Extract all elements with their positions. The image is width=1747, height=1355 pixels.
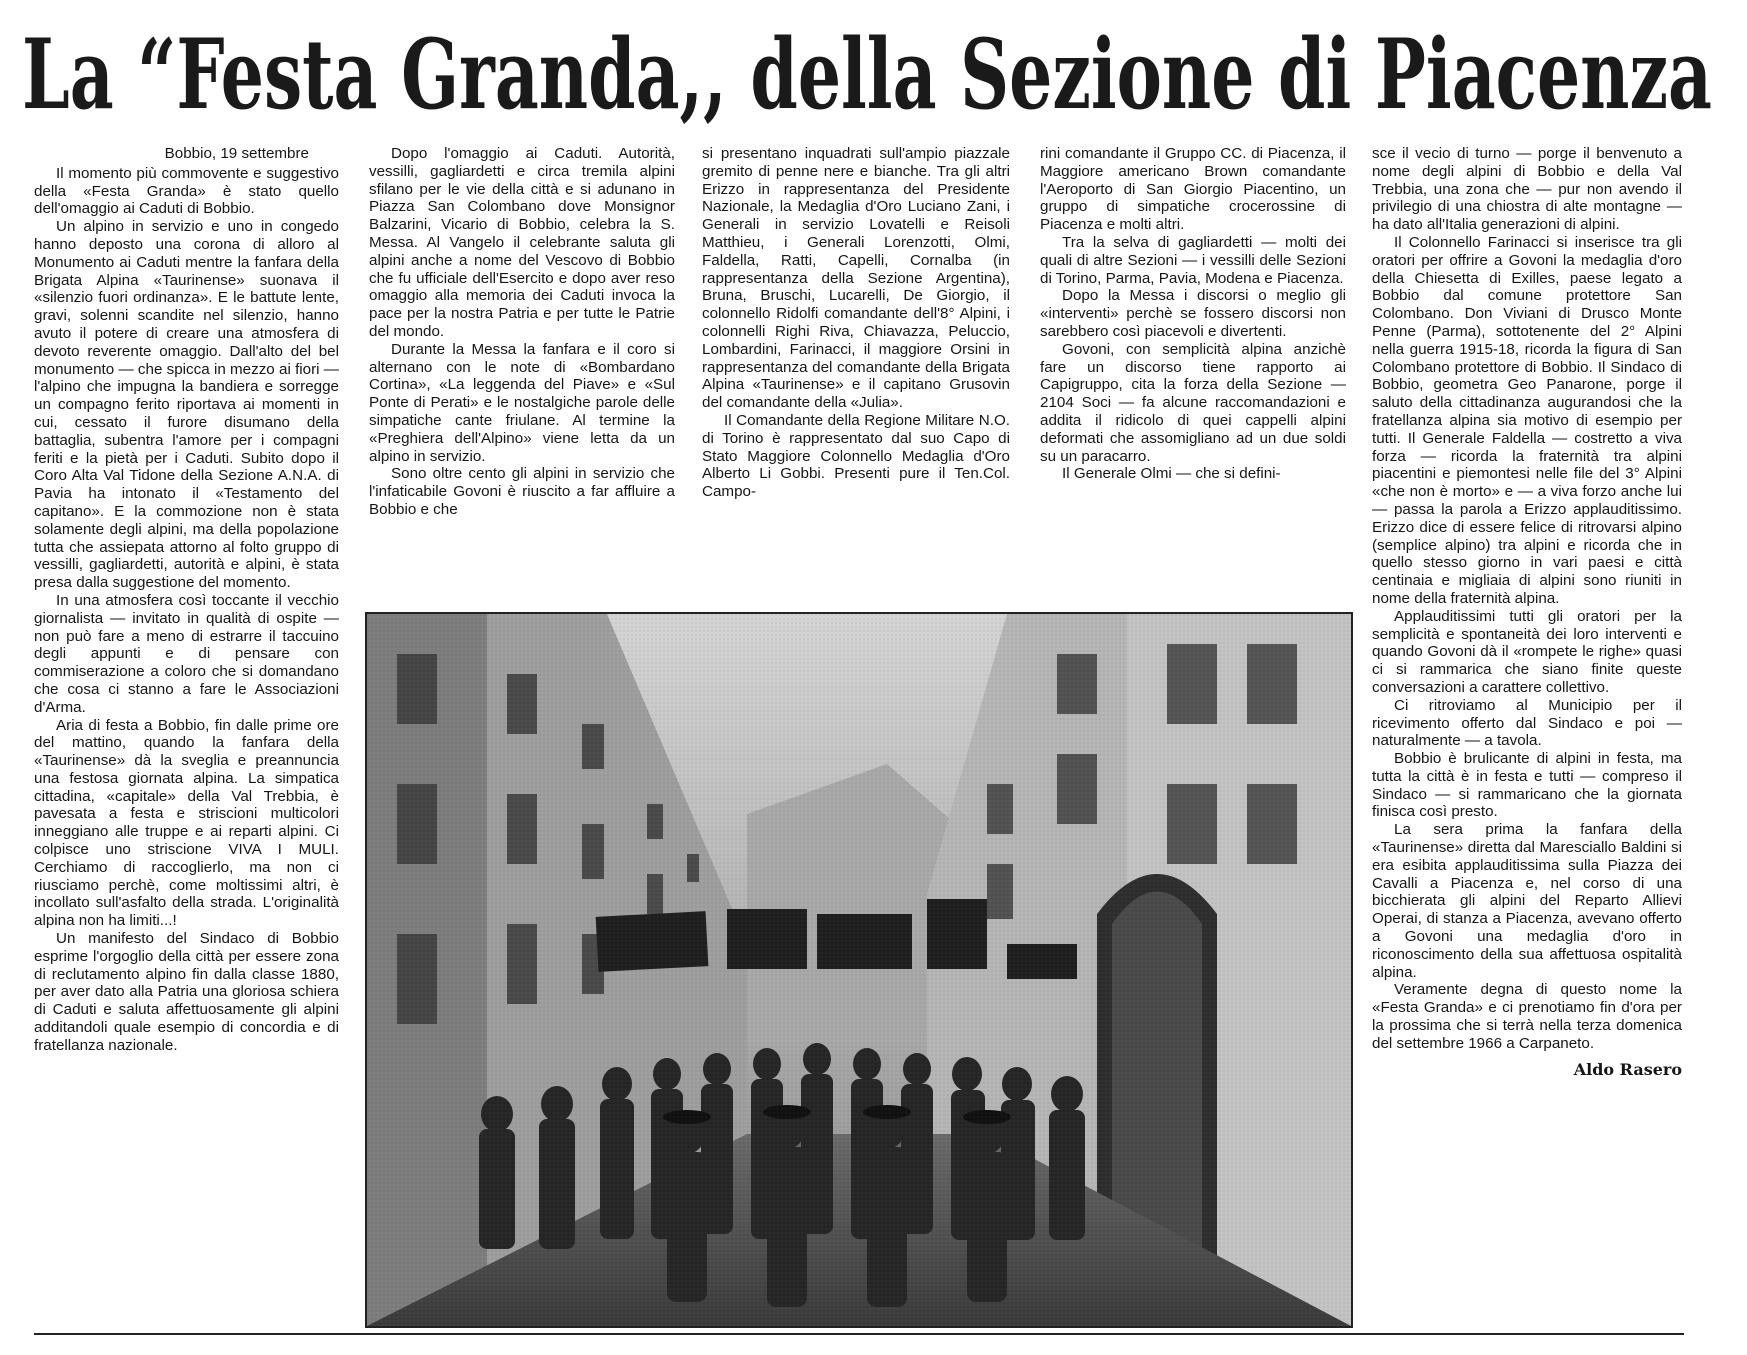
paragraph: Veramente degna di questo nome la «Festa Granda» e ci prenotiamo fin d'ora per la prossima che si terrà nella terza domenica del settembre 1966 a Carpaneto. bbox=[1372, 981, 1682, 1052]
street-parade-image bbox=[367, 614, 1351, 1326]
paragraph: Ci ritroviamo al Municipio per il ricevimento offerto dal Sindaco e poi — naturalmente — a tavola. bbox=[1372, 696, 1682, 750]
paragraph: In una atmosfera così toccante il vecchio giornalista — invitato in qualità di ospite — non può fare a meno di estrarre il taccuino degli appunti e di pensare con commiserazione a coloro che si domandano che cosa ci stanno a fare le Associazioni d'Arma. bbox=[34, 591, 339, 716]
bottom-rule bbox=[34, 1333, 1684, 1335]
paragraph: si presentano inquadrati sull'ampio piazzale gremito di penne nere e bianche. Tra gli altri Erizzo in rappresentanza del Presidente Nazionale, la Medaglia d'Oro Luciano Zani, i Generali in servizio Lovatelli e Reisoli Matthieu, i Generali Lorenzotti, Olmi, Faldella, Ratti, Capelli, Cornalba (in rappresentanza della Sezione Argentina), Bruna, Bruschi, Lucarelli, De Giorgio, il colonnello Ridolfi comandante dell'8° Alpini, i colonnelli Righi Riva, Chiavazza, Peluccio, Lombardini, Farinacci, il maggiore Orsini in rappresentanza del comandante della Brigata Alpina «Taurinense» e il capitano Grusovin del comandante della «Julia». bbox=[702, 145, 1010, 412]
column-3 bbox=[702, 145, 1010, 501]
headline bbox=[22, 10, 1722, 130]
paragraph: Sono oltre cento gli alpini in servizio che l'infaticabile Govoni è riuscito a far affluire a Bobbio e che bbox=[369, 465, 675, 518]
column-2 bbox=[369, 145, 675, 519]
paragraph: Applauditissimi tutti gli oratori per la semplicità e spontaneità dei loro interventi e quando Govoni dà il «rompete le righe» quasi ci si rammarica che siano finite queste conversazioni a carattere collettivo. bbox=[1372, 607, 1682, 696]
paragraph: Il momento più commovente e suggestivo della «Festa Granda» è stato quello dell'omaggio ai Caduti di Bobbio. bbox=[34, 164, 339, 218]
author-signature: Aldo Rasero bbox=[1573, 1059, 1682, 1079]
parade-photo bbox=[365, 612, 1353, 1328]
paragraph: Tra la selva di gagliardetti — molti dei quali di altre Sezioni — i vessilli delle Sezioni di Torino, Parma, Pavia, Modena e Piacenza. bbox=[1040, 233, 1346, 287]
column-1 bbox=[34, 145, 339, 1055]
paragraph: Dopo la Messa i discorsi o meglio gli «interventi» perchè se fossero discorsi non sarebbero così piacevoli e divertenti. bbox=[1040, 287, 1346, 340]
paragraph: La sera prima la fanfara della «Taurinense» diretta dal Maresciallo Baldini si era esibita applauditissima sulla Piazza dei Cavalli a Piacenza e, nel corso di una bicchierata gli alpini del Reparto Allievi Operai, di stanza a Piacenza, avevano offerto a Govoni una medaglia d'oro in riconoscimento della sua affettuosa ospitalità alpina. bbox=[1372, 821, 1682, 981]
headline-text: La “Festa Granda,, della Sezione di Piacenza bbox=[22, 18, 1712, 130]
paragraph: Il Comandante della Regione Militare N.O. di Torino è rappresentato dal suo Capo di Stato Maggiore Colonnello Medaglia d'Oro Alberto Li Gobbi. Presenti pure il Ten.Col. Campo- bbox=[702, 411, 1010, 501]
paragraph: Un alpino in servizio e uno in congedo hanno deposto una corona di alloro al Monumento ai Caduti mentre la fanfara della Brigata Alpina «Taurinense» suonava il «silenzio fuori ordinanza». E le battute lente, gravi, solenni scandite nel silenzio, hanno avuto il potere di creare una atmosfera di devoto reverente omaggio. Dall'alto del bel monumento — che spicca in mezzo ai fiori — l'alpino che impugna la bandiera e sorregge un compagno ferito riportava ai momenti in cui, cessato il furore disumano della battaglia, subentra l'amore per i compagni feriti e la pietà per i Caduti. Subito dopo il Coro Alta Val Tidone della Sezione A.N.A. di Pavia ha intonato il «Testamento del capitano». E la commozione non è stata solamente degli alpini, ma della popolazione tutta che assiepata attorno al folto gruppo di vessilli, gagliardetti, autorità e alpini, è stata presa dalla suggestione del momento. bbox=[34, 218, 339, 592]
paragraph: Bobbio è brulicante di alpini in festa, ma tutta la città è in festa e tutti — compreso il Sindaco — si rammaricano che la giornata finisca così presto. bbox=[1372, 750, 1682, 821]
paragraph: Il Generale Olmi — che si defini- bbox=[1062, 465, 1281, 483]
paragraph: Govoni, con semplicità alpina anzichè fare un discorso tiene rapporto ai Capigruppo, cita la forza della Sezione — 2104 Soci — fa alcune raccomandazioni e addita il ridicolo di quei cappelli alpini deformati che assomigliano ad un due soldi su un paracarro. bbox=[1040, 340, 1346, 465]
dateline: Bobbio, 19 settembre bbox=[164, 145, 309, 162]
paragraph: Durante la Messa la fanfara e il coro si alternano con le note di «Bombardano Cortina», «La leggenda del Piave» e «Sul Ponte di Perati» e le nostalgiche parole delle simpatiche cante friulane. Al termine la «Preghiera dell'Alpino» viene letta da un alpino in servizio. bbox=[369, 340, 675, 465]
paragraph: rini comandante il Gruppo CC. di Piacenza, il Maggiore americano Brown comandante l'Aeroporto di San Giorgio Piacentino, un gruppo di simpatiche crocerossine di Piacenza e molti altri. bbox=[1040, 145, 1346, 234]
column-4 bbox=[1040, 145, 1346, 483]
paragraph: Il Colonnello Farinacci si inserisce tra gli oratori per offrire a Govoni la medaglia d'oro della Chiesetta di Exilles, paese legato a Bobbio dal comune protettore San Colombano. Don Viviani di Drusco Monte Penne (Parma), sottotenente del 2° Alpini nella guerra 1915-18, ricorda la figura di San Colombano protettore di Bobbio. Il Sindaco di Bobbio, geometra Geo Panarone, porge il saluto della cittadinanza augurandosi che la fratellanza alpina sia motivo di esempio per tutti. Il Generale Faldella — costretto a viva forza — ricorda la fraternità tra alpini piacentini e piemontesi nelle file del 3° Alpini «che non è morto» e — a viva forzo anche lui — passa la parola a Erizzo applauditissimo. Erizzo dice di essere felice di ritrovarsi alpino (semplice alpino) tra alpini e ricorda che in quello stesso giorno in vari paesi e città centinaia e migliaia di alpini sono riuniti in nome della fraternità alpina. bbox=[1372, 233, 1682, 607]
paragraph: Dopo l'omaggio ai Caduti. Autorità, vessilli, gagliardetti e circa tremila alpini sfilano per le vie della città e si adunano in Piazza San Colombano dove Monsignor Balzarini, Vicario di Bobbio, celebra la S. Messa. Al Vangelo il celebrante saluta gli alpini anche a nome del Vescovo di Bobbio che fu ufficiale dell'Esercito e dopo aver reso omaggio alla memoria dei Caduti invoca la pace per la nostra Patria e per tutte le Patrie del mondo. bbox=[369, 145, 675, 340]
paragraph: Un manifesto del Sindaco di Bobbio esprime l'orgoglio della città per essere zona di reclutamento alpino fin dalla classe 1880, per aver dato alla Patria una gloriosa schiera di Caduti e saluta affettuosamente gli alpini additandoli quale esempio di concordia e di fratellanza nazionale. bbox=[34, 930, 339, 1054]
paragraph: Aria di festa a Bobbio, fin dalle prime ore del mattino, quando la fanfara della «Taurinense» dà la sveglia e preannuncia una festosa giornata alpina. La simpatica cittadina, «capitale» della Val Trebbia, è pavesata a festa e striscioni multicolori inneggiano alle truppe e ai reparti alpini. Ci colpisce uno striscione VIVA I MULI. Cerchiamo di raccoglierlo, ma non ci riusciamo perchè, come moltissimi altri, è incollato sull'asfalto della strada. L'originalità alpina non ha limiti...! bbox=[34, 716, 339, 930]
paragraph: sce il vecio di turno — porge il benvenuto a nome degli alpini di Bobbio e della Val Trebbia, una zona che — pur non avendo il privilegio di una chiostra di alte montagne — ha dato all'Italia generazioni di alpini. bbox=[1372, 145, 1682, 234]
column-5 bbox=[1372, 145, 1682, 1078]
